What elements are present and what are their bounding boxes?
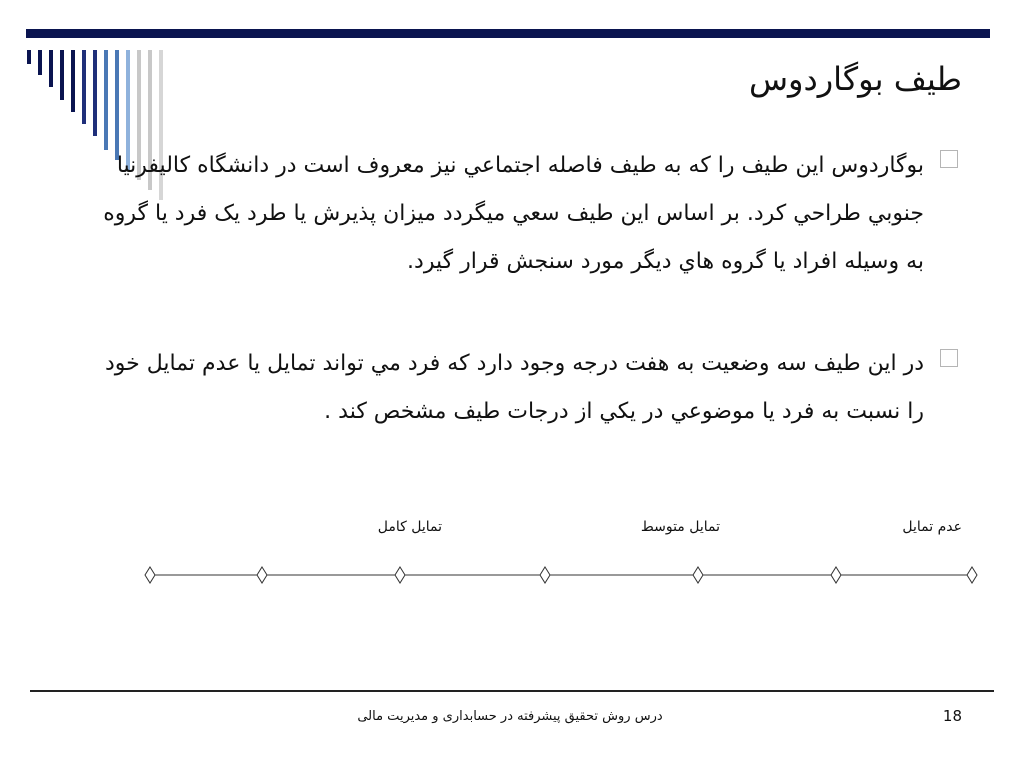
scale-point-diamond-icon bbox=[145, 567, 155, 583]
scale-label-full-tendency: تمايل كامل bbox=[377, 519, 442, 535]
page-number: 18 bbox=[942, 707, 962, 725]
scale-label-medium-tendency: تمايل متوسط bbox=[640, 519, 720, 535]
slide-title: طيف بوگاردوس bbox=[748, 60, 962, 98]
scale-point-diamond-icon bbox=[395, 567, 405, 583]
scale-point-diamond-icon bbox=[540, 567, 550, 583]
bullet-text-2: در اين طيف سه وضعيت به هفت درجه وجود دارد که فرد مي تواند تمايل يا عدم تمايل خود را نسبت به فرد يا موضوعي در يکي از درجات طيف مشخص کند . bbox=[104, 351, 924, 424]
scale-point-diamond-icon bbox=[257, 567, 267, 583]
scale-point-diamond-icon bbox=[693, 567, 703, 583]
scale-point-diamond-icon bbox=[831, 567, 841, 583]
bullet-square-icon bbox=[940, 150, 958, 168]
scale-label-no-tendency: عدم تمايل bbox=[902, 519, 962, 535]
footer-course-title: درس روش تحقيق پيشرفته در حسابداری و مديريت مالی bbox=[357, 709, 663, 724]
scale-point-diamond-icon bbox=[967, 567, 977, 583]
footer-divider bbox=[30, 690, 994, 692]
bullet-square-icon bbox=[940, 349, 958, 367]
seven-point-scale bbox=[0, 555, 1024, 595]
bullet-text-1: بوگاردوس اين طيف را که به طيف فاصله اجتماعي نيز معروف است در دانشگاه کاليفرنيا جنوبي طراحي کرد. بر اساس اين طيف سعي ميگردد ميزان پذيرش يا طرد يک فرد يا گروه به وسيله افراد يا گروه هاي ديگر مورد سنجش قرار گيرد. bbox=[103, 153, 924, 274]
